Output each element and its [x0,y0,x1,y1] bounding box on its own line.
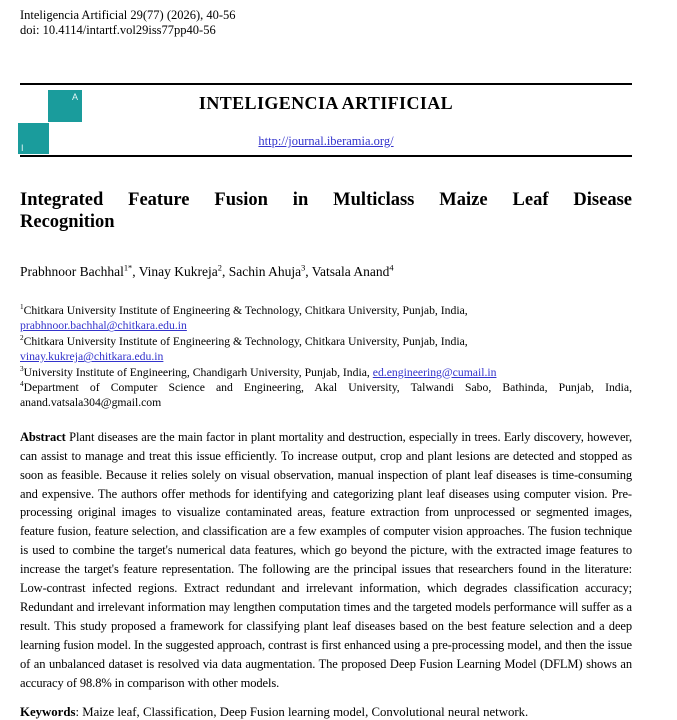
authors-line: Prabhnoor Bachhal$^{1*}$, Vinay Kukreja$^2$, Sachin Ahuja$^3$, Vatsala Anand$^4$ [20,263,394,279]
paper-title [20,190,632,233]
author-name: Prabhnoor Bachhal [20,264,124,279]
journal-title: INTELIGENCIA ARTIFICIAL [198,93,454,113]
affiliations [20,303,632,411]
affiliation-text: Chitkara University Institute of Engineering & Technology, Chitkara University, Punjab, India, [23,334,468,348]
affiliation-text: University Institute of Engineering, Chandigarh University, Punjab, India, [23,365,373,379]
paper-title-line-2: Recognition [20,211,115,232]
journal-url-link[interactable]: http://journal.iberamia.org/ [258,134,394,148]
paper-title-line-1: Integrated Feature Fusion in Multiclass Maize Leaf Disease [20,190,632,210]
affiliation-1 [20,303,632,334]
doi-line: doi: 10.4114/intartf.vol29iss77pp40-56 [20,23,216,37]
abstract-paragraph [20,428,632,693]
affiliation-sup: 1 [20,303,24,312]
affiliation-text: Chitkara University Institute of Engineering & Technology, Chitkara University, Punjab, India, [23,304,468,317]
author-name: Vatsala Anand [311,264,390,279]
abstract-label: Abstract [20,429,66,444]
affiliation-text: Department of Computer Science and Engineering, Akal University, Talwandi Sabo, Bathinda, Punjab, India, [23,381,632,395]
logo-letter-a: A [71,92,78,102]
keywords-text: : Maize leaf, Classification, Deep Fusion learning model, Convolutional neural network. [75,704,529,719]
author-name: Sachin Ahuja [228,264,302,279]
journal-url-wrap [20,134,632,149]
journal-banner [20,83,632,157]
affiliation-sup: 4 [20,380,24,389]
author-sup: 3 [301,263,306,273]
affiliation-email-link[interactable]: ed.engineering@cumail.in [372,365,497,379]
author-sup: 4 [389,263,394,273]
keywords-label: Keywords [20,704,76,719]
header-meta [20,8,632,38]
journal-citation: Inteligencia Artificial 29(77) (2026), 40-56 [20,8,236,22]
affiliation-2 [20,334,632,365]
affiliation-email-link[interactable]: prabhnoor.bachhal@chitkara.edu.in [20,319,187,333]
affiliation-3 [20,365,632,380]
affiliation-email-link[interactable]: vinay.kukreja@chitkara.edu.in [20,350,164,364]
affiliation-4 [20,380,632,411]
logo-square-a [48,90,82,122]
author-sup: 1* [123,263,133,273]
author-name: Vinay Kukreja [138,264,218,279]
keywords-line [20,705,632,720]
affiliation-email-text: anand.vatsala304@gmail.com [20,396,162,410]
affiliation-sup: 3 [20,364,24,373]
author-sup: 2 [217,263,222,273]
affiliation-sup: 2 [20,333,24,342]
logo-letter-i: I [21,143,24,153]
abstract-text: Plant diseases are the main factor in plant mortality and destruction, especially in trees. Early discovery, however, can assist to manage and treat this issue efficiently. To increase output, crop and plant lesions are detected and stopped as soon as feasible. Because it relies solely on visual observation, manual inspection of plant leaf diseases is time-consuming and expensive. The authors offer methods for identifying and categorizing plant leaf diseases using computer vision. Pre-processing original images to visualize contaminated areas, feature extraction from unprocessed or segmented images, feature fusion, feature selection, and classification are a few examples of computer vision approaches. The fusion technique is used to combine the target's numerical data features, which go beyond the picture, with the extracted image features to increase the target's feature representation. The following are the principal issues that researchers found in the literature: Low-contrast infected regions. Extract redundant and irrelevant information, which degrades classification accuracy; Redundant and irrelevant information may lengthen computation times and the targeted models performance will suffer as a result. This study proposed a framework for classifying plant leaf diseases based on the best feature selection and a deep learning fusion model. In the suggested approach, contrast is first enhanced using a pre-processing model, and then the issue of an unbalanced dataset is resolved via data augmentation. The proposed Deep Fusion Learning Model (DFLM) shows an accuracy of 98.8% in comparison with other models. [20,429,632,690]
